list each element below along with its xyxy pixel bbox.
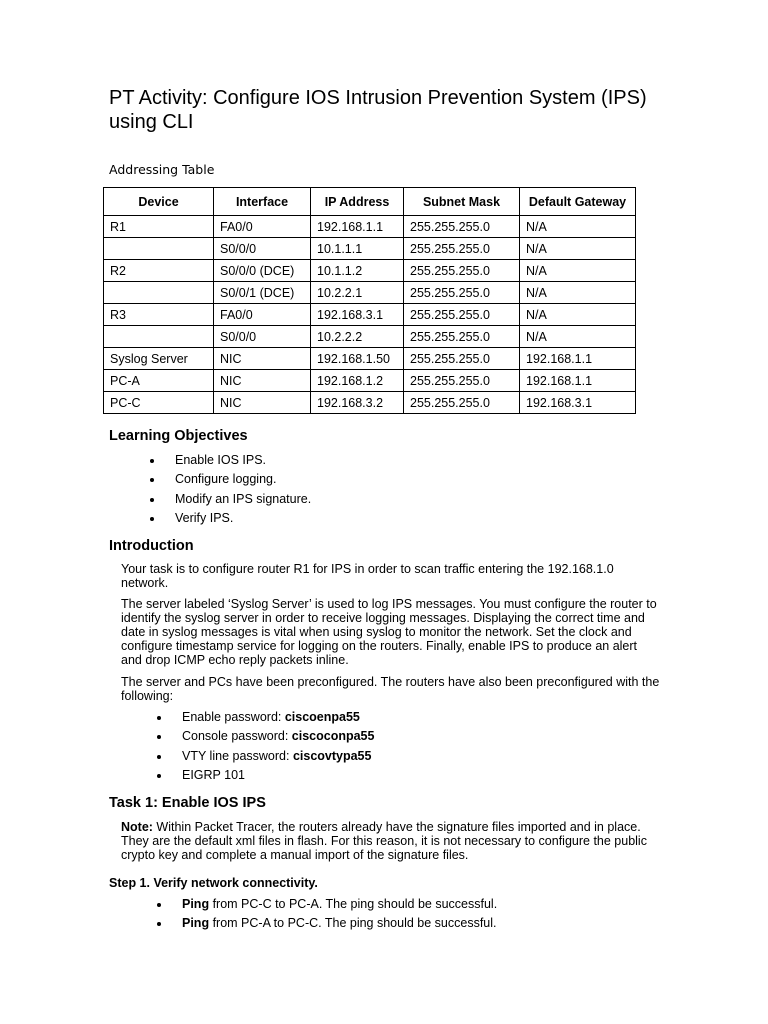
cell-device: R3 (104, 304, 214, 326)
table-row (104, 238, 636, 260)
cell-ip-address: 192.168.3.1 (311, 304, 404, 326)
cell-default-gateway: N/A (520, 304, 636, 326)
cell-interface: S0/0/1 (DCE) (214, 282, 311, 304)
introduction-heading: Introduction (109, 538, 194, 554)
table-row (104, 216, 636, 238)
list-item (155, 895, 497, 914)
cell-subnet-mask: 255.255.255.0 (404, 326, 520, 348)
cell-ip-address: 192.168.1.50 (311, 348, 404, 370)
cell-interface: FA0/0 (214, 304, 311, 326)
table-header-row (104, 188, 636, 216)
list-item: Configure logging. (148, 470, 311, 489)
cell-device: PC-C (104, 392, 214, 414)
list-item (155, 914, 497, 933)
task1-note (121, 820, 661, 862)
item-bold: Ping (182, 916, 210, 931)
cell-device: R1 (104, 216, 214, 238)
cell-subnet-mask: 255.255.255.0 (404, 348, 520, 370)
item-value: ciscovtypa55 (292, 748, 372, 763)
list-item: Modify an IPS signature. (148, 490, 311, 509)
header-ip-address: IP Address (311, 188, 404, 216)
item-value: ciscoenpa55 (284, 710, 360, 724)
header-default-gateway: Default Gateway (520, 188, 636, 216)
header-subnet-mask: Subnet Mask (404, 188, 520, 216)
item-text: from PC-A to PC-C. The ping should be successful. (209, 916, 497, 931)
cell-subnet-mask: 255.255.255.0 (404, 370, 520, 392)
cell-device: R2 (104, 260, 214, 282)
cell-subnet-mask: 255.255.255.0 (404, 238, 520, 260)
item-text: from PC-C to PC-A. The ping should be successful. (209, 897, 498, 911)
item-label: Enable password: (182, 710, 285, 724)
cell-ip-address: 10.1.1.1 (311, 238, 404, 260)
cell-subnet-mask: 255.255.255.0 (404, 216, 520, 238)
list-item (155, 766, 374, 785)
table-row (104, 392, 636, 414)
note-label: Note: (121, 820, 153, 834)
cell-default-gateway: 192.168.1.1 (520, 348, 636, 370)
cell-default-gateway: N/A (520, 216, 636, 238)
cell-interface: S0/0/0 (214, 326, 311, 348)
header-interface: Interface (214, 188, 311, 216)
cell-interface: FA0/0 (214, 216, 311, 238)
introduction-paragraph-2: The server labeled ‘Syslog Server’ is used to log IPS messages. You must configure the router to identify the syslog server in order to receive logging messages. Displaying the correct time and date in syslog messages is vital when using syslog to monitor the network. Set the clock and configure timestamp service for logging on the routers. Finally, enable IPS to produce an alert and drop ICMP echo reply packets inline. (121, 597, 657, 667)
cell-interface: NIC (214, 348, 311, 370)
cell-interface: S0/0/0 (DCE) (214, 260, 311, 282)
item-label: VTY line password: (182, 748, 293, 763)
list-item: Verify IPS. (148, 509, 311, 528)
cell-device (104, 282, 214, 304)
step1-list (155, 895, 497, 934)
cell-subnet-mask: 255.255.255.0 (404, 304, 520, 326)
step1-heading: Step 1. Verify network connectivity. (109, 876, 318, 890)
cell-default-gateway: N/A (520, 282, 636, 304)
cell-default-gateway: 192.168.1.1 (520, 370, 636, 392)
cell-subnet-mask: 255.255.255.0 (404, 260, 520, 282)
cell-ip-address: 10.2.2.2 (311, 326, 404, 348)
item-bold: Ping (182, 897, 210, 911)
table-row (104, 260, 636, 282)
preconfig-list (155, 708, 374, 785)
cell-interface: NIC (214, 370, 311, 392)
table-caption: Addressing Table (109, 162, 215, 177)
table-row (104, 304, 636, 326)
cell-ip-address: 10.2.2.1 (311, 282, 404, 304)
table-row (104, 348, 636, 370)
task1-heading: Task 1: Enable IOS IPS (109, 795, 266, 811)
table-row (104, 326, 636, 348)
cell-ip-address: 10.1.1.2 (311, 260, 404, 282)
cell-interface: NIC (214, 392, 311, 414)
introduction-paragraph-1: Your task is to configure router R1 for IPS in order to scan traffic entering the 192.168.1.0 network. (121, 562, 614, 590)
cell-default-gateway: N/A (520, 260, 636, 282)
table-row (104, 282, 636, 304)
header-device: Device (104, 188, 214, 216)
cell-default-gateway: N/A (520, 238, 636, 260)
cell-default-gateway: N/A (520, 326, 636, 348)
cell-default-gateway: 192.168.3.1 (520, 392, 636, 414)
introduction-paragraph-3: The server and PCs have been preconfigured. The routers have also been preconfigured with the following: (121, 675, 660, 703)
cell-subnet-mask: 255.255.255.0 (404, 392, 520, 414)
cell-interface: S0/0/0 (214, 238, 311, 260)
cell-ip-address: 192.168.1.1 (311, 216, 404, 238)
cell-device (104, 326, 214, 348)
cell-subnet-mask: 255.255.255.0 (404, 282, 520, 304)
addressing-table (103, 187, 636, 414)
list-item (155, 708, 374, 727)
cell-device: Syslog Server (104, 348, 214, 370)
item-label: EIGRP 101 (182, 767, 246, 782)
learning-objectives-heading: Learning Objectives (109, 428, 248, 444)
cell-ip-address: 192.168.1.2 (311, 370, 404, 392)
cell-device: PC-A (104, 370, 214, 392)
item-value: ciscoconpa55 (291, 729, 375, 744)
table-row (104, 370, 636, 392)
list-item: Enable IOS IPS. (148, 451, 311, 470)
note-text: Within Packet Tracer, the routers already have the signature files imported and in place. They are the default xml files in flash. For this reason, it is not necessary to configure the public crypto key and complete a manual import of the signature files. (121, 820, 647, 862)
cell-device (104, 238, 214, 260)
item-label: Console password: (182, 729, 292, 744)
page-title: PT Activity: Configure IOS Intrusion Prevention System (IPS) using CLI (109, 87, 647, 133)
list-item (155, 727, 374, 746)
list-item (155, 747, 374, 766)
cell-ip-address: 192.168.3.2 (311, 392, 404, 414)
learning-objectives-list (148, 451, 311, 528)
